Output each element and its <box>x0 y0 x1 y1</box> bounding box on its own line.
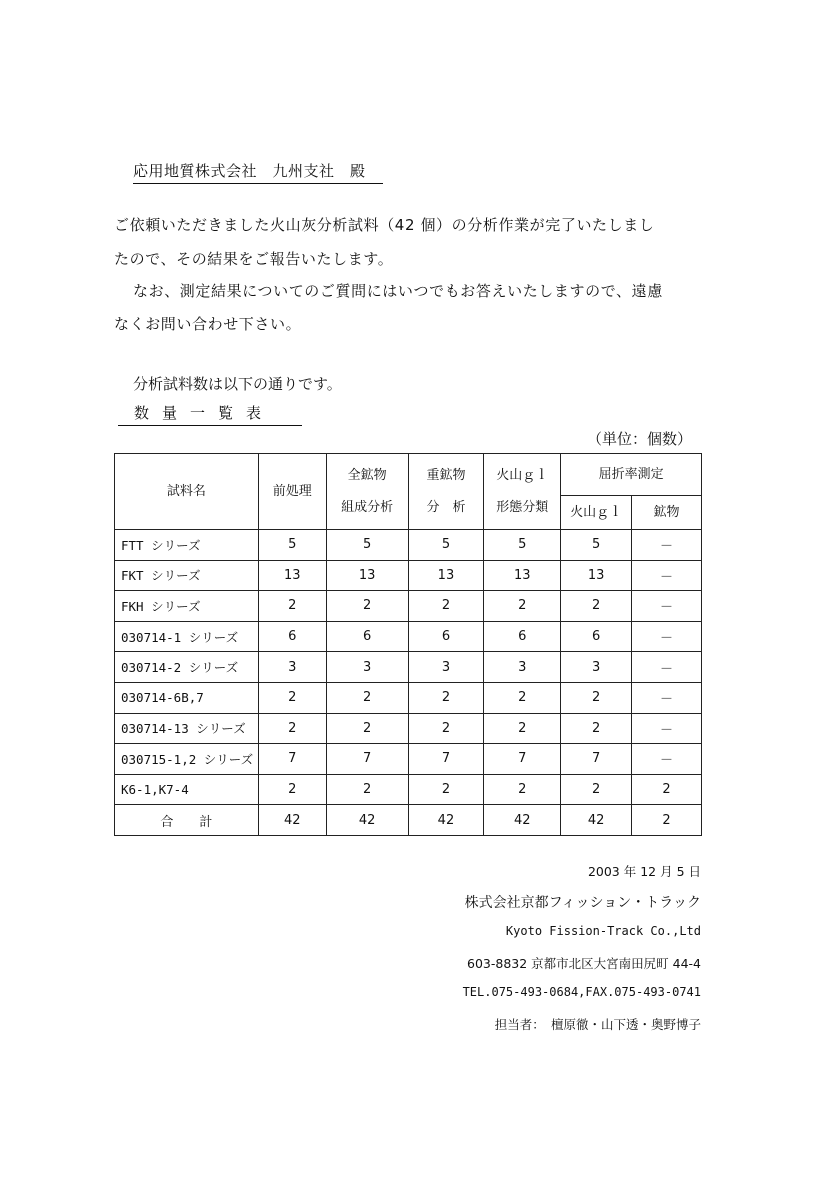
count-cell: 7 <box>484 744 561 775</box>
count-cell: 2 <box>484 591 561 622</box>
table-row <box>115 682 702 713</box>
intro-text: 分析試料数は以下の通りです。 <box>133 375 342 393</box>
sample-name-cell: 030714-2 シリーズ <box>115 652 259 683</box>
count-cell: 2 <box>408 774 484 805</box>
count-cell: 2 <box>258 682 326 713</box>
table-row <box>115 530 702 561</box>
header-heavy-mineral-line2: 分 析 <box>426 499 466 515</box>
count-cell: 3 <box>258 652 326 683</box>
count-cell: 2 <box>408 713 484 744</box>
header-refr-glass: 火山ｇｌ <box>561 496 632 530</box>
unit-label: （単位：個数） <box>587 430 693 448</box>
sample-name-cell: FKT シリーズ <box>115 560 259 591</box>
total-label: 合 計 <box>115 805 259 836</box>
count-cell: 2 <box>408 682 484 713</box>
count-cell: 2 <box>326 682 408 713</box>
count-cell: 2 <box>258 591 326 622</box>
count-cell: 2 <box>484 682 561 713</box>
sample-name-cell: 030714-6B,7 <box>115 682 259 713</box>
count-cell: 7 <box>258 744 326 775</box>
count-cell: 7 <box>408 744 484 775</box>
count-cell: 2 <box>561 591 632 622</box>
count-cell: 2 <box>258 713 326 744</box>
table-row <box>115 591 702 622</box>
sample-name-cell: 030715-1,2 シリーズ <box>115 744 259 775</box>
sample-name-cell: FTT シリーズ <box>115 530 259 561</box>
count-cell: 2 <box>326 713 408 744</box>
sample-name-cell: K6-1,K7-4 <box>115 774 259 805</box>
count-cell: 42 <box>561 805 632 836</box>
count-cell: 6 <box>326 621 408 652</box>
addressee: 応用地質株式会社 九州支社 殿 <box>133 160 383 184</box>
header-heavy-mineral-line1: 重鉱物 <box>426 467 466 483</box>
count-cell: 6 <box>258 621 326 652</box>
count-cell: － <box>632 560 702 591</box>
body-line-3: なお、測定結果についてのご質問にはいつでもお答えいたしますので、遠慮 <box>133 282 663 300</box>
count-cell: 2 <box>561 774 632 805</box>
sample-name-cell: 030714-13 シリーズ <box>115 713 259 744</box>
count-cell: 5 <box>561 530 632 561</box>
count-cell: － <box>632 591 702 622</box>
count-cell: 2 <box>632 805 702 836</box>
count-cell: 5 <box>484 530 561 561</box>
count-cell: 13 <box>561 560 632 591</box>
header-sample-name: 試料名 <box>115 454 259 530</box>
header-whole-mineral <box>326 454 408 530</box>
count-cell: 5 <box>258 530 326 561</box>
body-line-2: たので、その結果をご報告いたします。 <box>114 250 394 268</box>
header-volcanic-glass-line2: 形態分類 <box>496 499 549 515</box>
count-cell: 5 <box>408 530 484 561</box>
count-cell: 13 <box>326 560 408 591</box>
sample-name-cell: 030714-1 シリーズ <box>115 621 259 652</box>
count-cell: 5 <box>326 530 408 561</box>
company-contact: TEL.075-493-0684,FAX.075-493-0741 <box>462 985 701 999</box>
count-cell: 42 <box>484 805 561 836</box>
header-volcanic-glass-line1: 火山ｇｌ <box>496 467 549 483</box>
count-cell: 42 <box>326 805 408 836</box>
count-cell: 13 <box>408 560 484 591</box>
count-cell: 6 <box>408 621 484 652</box>
count-cell: 42 <box>258 805 326 836</box>
count-cell: 2 <box>408 591 484 622</box>
count-cell: 3 <box>484 652 561 683</box>
count-cell: 2 <box>326 774 408 805</box>
staff-names: 担当者： 檀原徹・山下透・奥野博子 <box>494 1017 701 1032</box>
quantity-table <box>114 453 702 836</box>
count-cell: 2 <box>484 774 561 805</box>
table-row <box>115 621 702 652</box>
body-line-1: ご依頼いただきました火山灰分析試料（42 個）の分析作業が完了いたしまし <box>114 216 655 234</box>
count-cell: 6 <box>484 621 561 652</box>
count-cell: 7 <box>326 744 408 775</box>
table-title: 数量一覧表 <box>118 402 302 426</box>
table-row <box>115 774 702 805</box>
count-cell: － <box>632 713 702 744</box>
count-cell: － <box>632 682 702 713</box>
table-row <box>115 652 702 683</box>
table-row <box>115 713 702 744</box>
company-name-en: Kyoto Fission-Track Co.,Ltd <box>505 924 701 938</box>
header-refractive-index: 屈折率測定 <box>561 454 702 496</box>
count-cell: 42 <box>408 805 484 836</box>
header-whole-mineral-line1: 全鉱物 <box>347 467 387 483</box>
company-address: 603-8832 京都市北区大宮南田尻町 44-4 <box>467 956 701 971</box>
table-row <box>115 744 702 775</box>
count-cell: 2 <box>258 774 326 805</box>
sample-name-cell: FKH シリーズ <box>115 591 259 622</box>
report-date: 2003 年 12 月 5 日 <box>587 864 701 879</box>
count-cell: 7 <box>561 744 632 775</box>
company-name: 株式会社京都フィッション・トラック <box>464 895 701 911</box>
count-cell: － <box>632 652 702 683</box>
count-cell: － <box>632 530 702 561</box>
header-refr-mineral: 鉱物 <box>632 496 702 530</box>
count-cell: 2 <box>561 713 632 744</box>
count-cell: 3 <box>326 652 408 683</box>
header-volcanic-glass <box>484 454 561 530</box>
count-cell: － <box>632 621 702 652</box>
count-cell: 13 <box>484 560 561 591</box>
header-heavy-mineral <box>408 454 484 530</box>
count-cell: 2 <box>484 713 561 744</box>
count-cell: 2 <box>632 774 702 805</box>
count-cell: － <box>632 744 702 775</box>
header-pretreatment: 前処理 <box>258 454 326 530</box>
count-cell: 13 <box>258 560 326 591</box>
count-cell: 6 <box>561 621 632 652</box>
header-whole-mineral-line2: 組成分析 <box>341 499 394 515</box>
table-row <box>115 560 702 591</box>
count-cell: 2 <box>561 682 632 713</box>
total-row <box>115 805 702 836</box>
body-line-4: なくお問い合わせ下さい。 <box>114 315 302 333</box>
count-cell: 3 <box>408 652 484 683</box>
count-cell: 2 <box>326 591 408 622</box>
count-cell: 3 <box>561 652 632 683</box>
